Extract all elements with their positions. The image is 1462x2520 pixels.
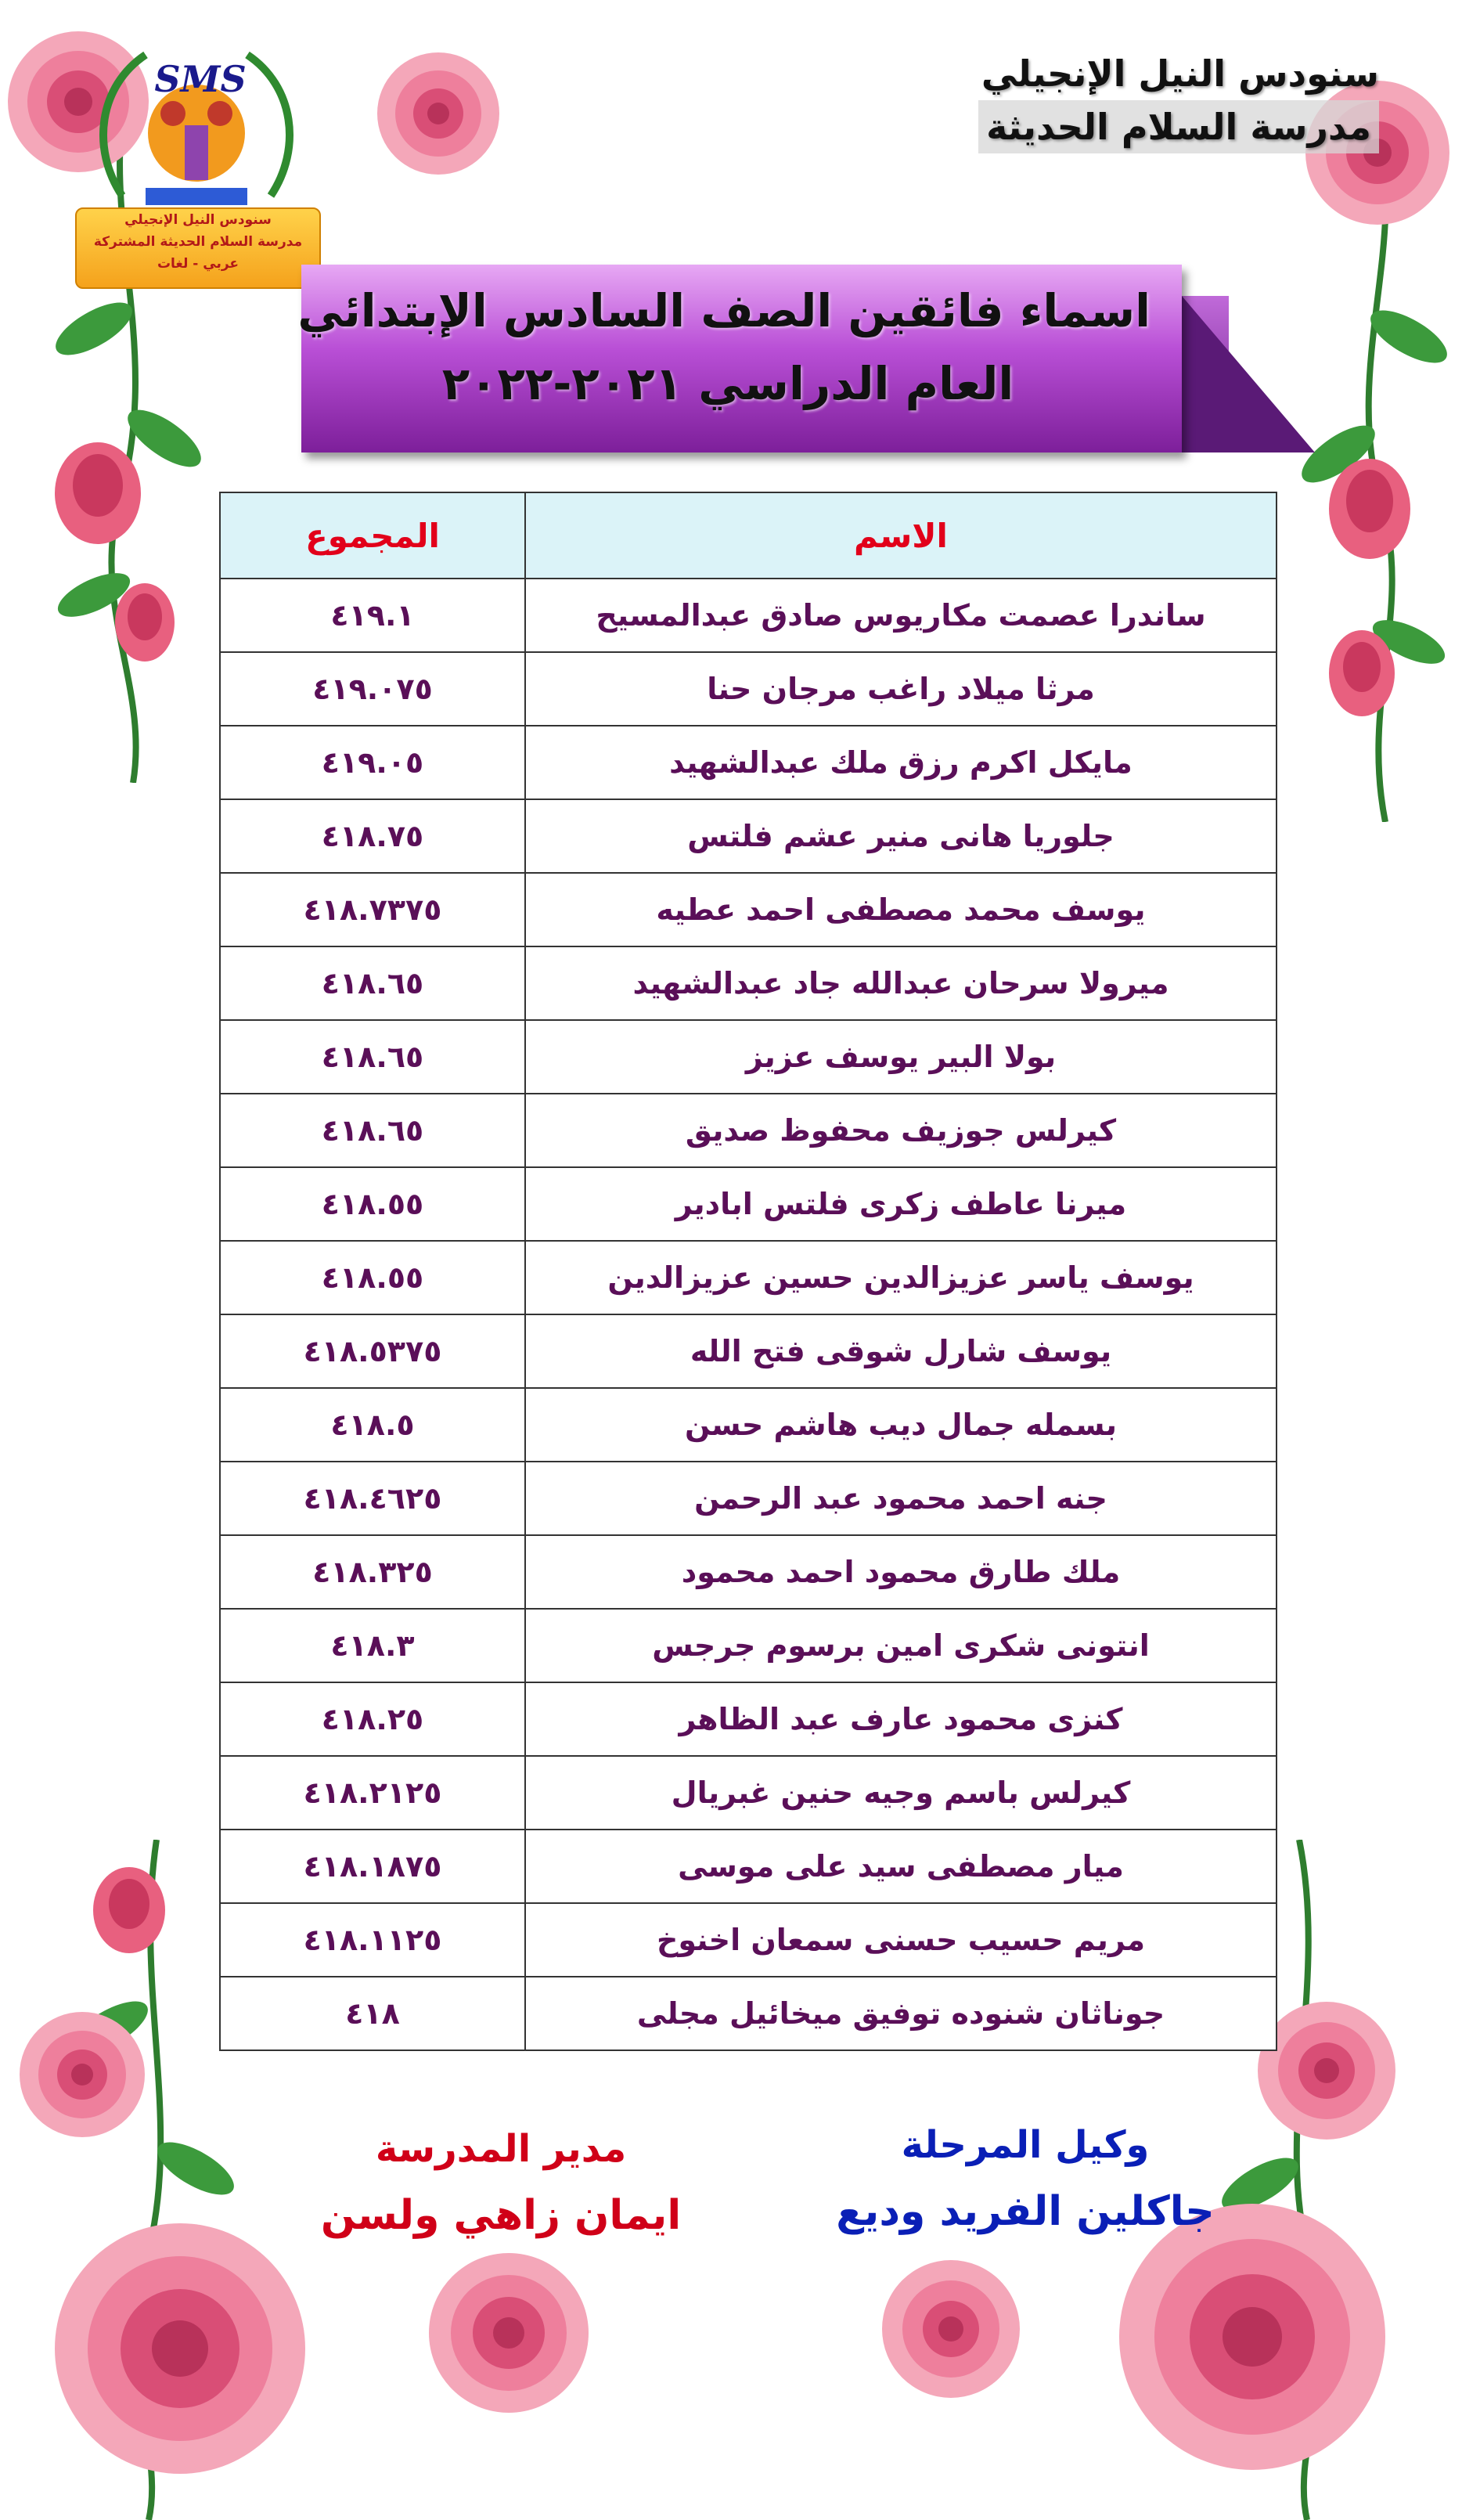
- table-row: [220, 1094, 1277, 1167]
- table-row: [220, 1977, 1277, 2050]
- principal-name: ايمان زاهي ولسن: [320, 2192, 682, 2239]
- table-row: [220, 1903, 1277, 1977]
- student-name: بولا البير يوسف عزيز: [525, 1020, 1277, 1094]
- table-row: [220, 1241, 1277, 1314]
- table-row: [220, 1756, 1277, 1830]
- principal-role: مدير المدرسة: [375, 2127, 627, 2171]
- rose-icon: [372, 47, 505, 180]
- logo-caption-line: سنودس النيل الإنجيلي: [124, 212, 272, 228]
- logo-abbreviation: SMS: [154, 58, 247, 100]
- student-name: كيرلس باسم وجيه حنين غبريال: [525, 1756, 1277, 1830]
- deputy-name: جاكلين الفريد وديع: [836, 2188, 1215, 2235]
- logo-caption-line: عربي - لغات: [157, 256, 239, 272]
- rose-icon: [877, 2255, 1025, 2403]
- column-header-name: الاسم: [525, 492, 1277, 579]
- student-total: ٤١٨.٦٥: [220, 1094, 525, 1167]
- honor-roll-table: [219, 492, 1277, 2051]
- rose-icon: [1323, 626, 1401, 720]
- table-row: [220, 726, 1277, 799]
- student-total: ٤١٨.٦٥: [220, 946, 525, 1020]
- student-name: مريم حسيب حسنى سمعان اخنوخ: [525, 1903, 1277, 1977]
- student-name: جوناثان شنوده توفيق ميخائيل مجلى: [525, 1977, 1277, 2050]
- student-total: ٤١٨.٥٣٧٥: [220, 1314, 525, 1388]
- student-name: يوسف شارل شوقى فتح الله: [525, 1314, 1277, 1388]
- deputy-signature: [822, 2114, 1229, 2247]
- student-name: مرثا ميلاد راغب مرجان حنا: [525, 652, 1277, 726]
- student-name: بسمله جمال ديب هاشم حسن: [525, 1388, 1277, 1462]
- table-row: [220, 1609, 1277, 1682]
- table-row: [220, 873, 1277, 946]
- table-body: [220, 579, 1277, 2050]
- student-total: ٤١٨.٥٥: [220, 1167, 525, 1241]
- student-total: ٤١٨.٢٥: [220, 1682, 525, 1756]
- table-row: [220, 1388, 1277, 1462]
- table-row: [220, 1314, 1277, 1388]
- table-row: [220, 1462, 1277, 1535]
- table-row: [220, 579, 1277, 652]
- rose-icon: [423, 2247, 595, 2419]
- student-name: كيرلس جوزيف محفوظ صديق: [525, 1094, 1277, 1167]
- organization-name: سنودس النيل الإنجيلي: [981, 52, 1379, 95]
- logo-caption: [75, 207, 321, 289]
- page-title: اسماء فائقين الصف السادس الإبتدائي: [297, 284, 1151, 337]
- student-name: جلوريا هانى منير عشم فلتس: [525, 799, 1277, 873]
- organization-header: [956, 47, 1379, 153]
- student-total: ٤١٨.٤٦٢٥: [220, 1462, 525, 1535]
- student-total: ٤١٨.١١٢٥: [220, 1903, 525, 1977]
- student-name: كنزى محمود عارف عبد الظاهر: [525, 1682, 1277, 1756]
- rose-icon: [1323, 454, 1417, 564]
- student-name: ميرولا سرحان عبدالله جاد عبدالشهيد: [525, 946, 1277, 1020]
- table-row: [220, 1020, 1277, 1094]
- student-total: ٤١٩.٠٧٥: [220, 652, 525, 726]
- student-total: ٤١٨.١٨٧٥: [220, 1830, 525, 1903]
- student-total: ٤١٩.١: [220, 579, 525, 652]
- student-name: ميار مصطفى سيد على موسى: [525, 1830, 1277, 1903]
- student-name: ميرنا عاطف زكرى فلتس ابادير: [525, 1167, 1277, 1241]
- table-row: [220, 946, 1277, 1020]
- table-row: [220, 1830, 1277, 1903]
- table-row: [220, 1535, 1277, 1609]
- rose-icon: [16, 2004, 149, 2145]
- rose-icon: [86, 1863, 172, 1957]
- student-total: ٤١٨.٣٢٥: [220, 1535, 525, 1609]
- school-name: مدرسة السلام الحديثة: [978, 100, 1379, 153]
- table-row: [220, 652, 1277, 726]
- academic-year: العام الدراسي ٢٠٢١-٢٠٢٢: [441, 357, 1014, 410]
- student-name: ملك طارق محمود احمد محمود: [525, 1535, 1277, 1609]
- student-total: ٤١٨.٣: [220, 1609, 525, 1682]
- student-total: ٤١٨.٢١٢٥: [220, 1756, 525, 1830]
- table-header-row: [220, 492, 1277, 579]
- student-total: ٤١٨: [220, 1977, 525, 2050]
- student-name: يوسف محمد مصطفى احمد عطيه: [525, 873, 1277, 946]
- student-name: انتونى شكرى امين برسوم جرجس: [525, 1609, 1277, 1682]
- deputy-role: وكيل المرحلة: [901, 2123, 1150, 2167]
- banner-fold: [1182, 296, 1315, 452]
- student-total: ٤١٨.٧٣٧٥: [220, 873, 525, 946]
- rose-icon: [47, 2215, 313, 2482]
- student-name: جنه احمد محمود عبد الرحمن: [525, 1462, 1277, 1535]
- student-name: يوسف ياسر عزيزالدين حسين عزيزالدين: [525, 1241, 1277, 1314]
- student-name: ساندرا عصمت مكاريوس صادق عبدالمسيح: [525, 579, 1277, 652]
- table-row: [220, 1682, 1277, 1756]
- table-row: [220, 799, 1277, 873]
- rose-icon: [110, 579, 180, 665]
- student-total: ٤١٨.٧٥: [220, 799, 525, 873]
- title-banner: [297, 265, 1182, 452]
- principal-signature: [297, 2118, 704, 2251]
- student-total: ٤١٨.٥٥: [220, 1241, 525, 1314]
- table-row: [220, 1167, 1277, 1241]
- student-total: ٤١٩.٠٥: [220, 726, 525, 799]
- student-total: ٤١٨.٥: [220, 1388, 525, 1462]
- student-name: مايكل اكرم رزق ملك عبدالشهيد: [525, 726, 1277, 799]
- school-logo: [75, 39, 318, 294]
- logo-caption-line: مدرسة السلام الحديثة المشتركة: [93, 234, 303, 250]
- column-header-total: المجموع: [220, 492, 525, 579]
- student-total: ٤١٨.٦٥: [220, 1020, 525, 1094]
- rose-icon: [47, 438, 149, 548]
